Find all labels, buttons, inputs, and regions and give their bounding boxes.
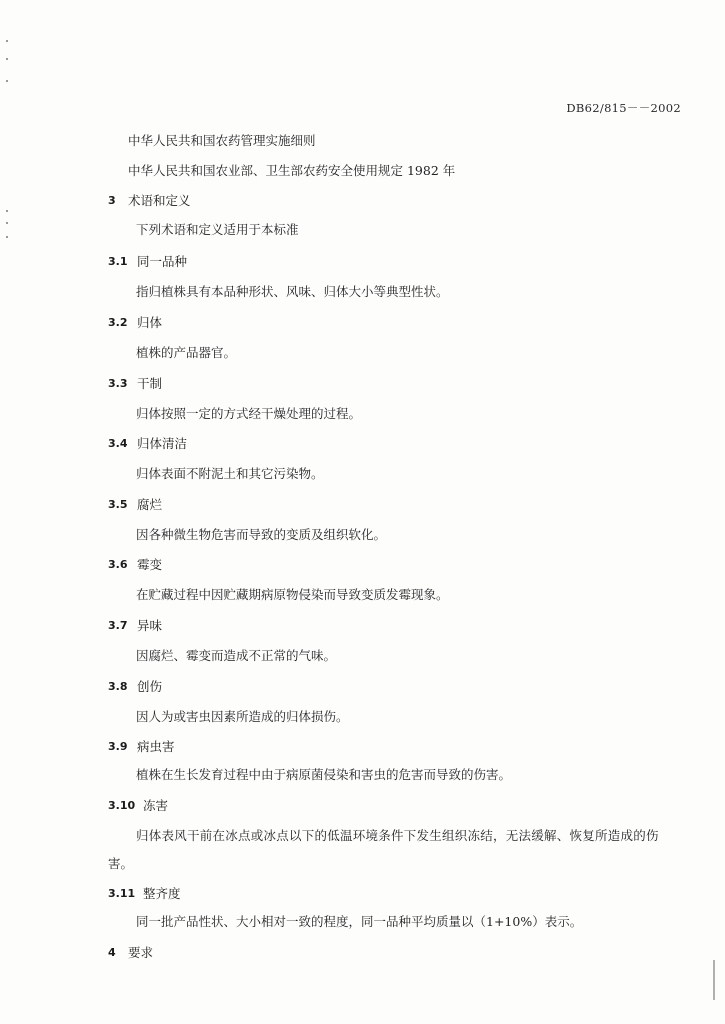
term-definition: 因腐烂、霉变而造成不正常的气味。	[136, 648, 337, 663]
term-definition: 植株在生长发育过程中由于病原菌侵染和害虫的危害而导致的伤害。	[136, 767, 512, 782]
reference-line: 中华人民共和国农药管理实施细则	[128, 133, 316, 148]
term-number: 3.1	[108, 255, 128, 268]
term-number: 3.7	[108, 619, 128, 632]
term-title: 创伤	[137, 679, 163, 694]
term-definition-continued: 害。	[108, 856, 134, 871]
term-number: 3.8	[108, 680, 128, 693]
term-title: 异味	[137, 618, 163, 633]
term-title: 同一品种	[137, 254, 188, 269]
term-definition: 指归植株具有本品种形状、风味、归体大小等典型性状。	[136, 284, 449, 299]
term-definition: 因人为或害虫因素所造成的归体损伤。	[136, 709, 349, 724]
term-definition: 归体表面不附泥土和其它污染物。	[136, 466, 324, 481]
term-title: 冻害	[143, 798, 169, 813]
term-title: 霉变	[137, 557, 163, 572]
reference-line: 中华人民共和国农业部、卫生部农药安全使用规定 1982 年	[128, 163, 456, 178]
section-number: 4	[108, 946, 116, 959]
section-intro: 下列术语和定义适用于本标准	[136, 222, 299, 237]
scan-artifact-right	[713, 960, 715, 1000]
term-number: 3.9	[108, 740, 128, 753]
standard-code: DB62/815－－2002	[566, 101, 681, 115]
term-title: 病虫害	[137, 739, 175, 754]
term-definition: 归体按照一定的方式经干燥处理的过程。	[136, 406, 362, 421]
term-title: 干制	[137, 376, 163, 391]
term-definition: 因各种微生物危害而导致的变质及组织软化。	[136, 527, 387, 542]
term-number: 3.2	[108, 316, 128, 329]
section-number: 3	[108, 194, 116, 207]
term-definition: 在贮藏过程中因贮藏期病原物侵染而导致变质发霉现象。	[136, 587, 449, 602]
term-definition: 归体表风干前在冰点或冰点以下的低温环境条件下发生组织冻结，无法缓解、恢复所造成的伤	[136, 828, 659, 843]
term-number: 3.4	[108, 437, 128, 450]
scan-artifact-left	[6, 40, 10, 260]
term-number: 3.11	[108, 887, 136, 900]
term-number: 3.3	[108, 377, 128, 390]
term-number: 3.10	[108, 799, 136, 812]
term-title: 归体	[137, 315, 163, 330]
term-number: 3.5	[108, 498, 128, 511]
section-title: 术语和定义	[128, 193, 191, 208]
term-title: 整齐度	[143, 886, 181, 901]
term-title: 腐烂	[137, 497, 163, 512]
section-title: 要求	[128, 945, 154, 960]
term-definition: 同一批产品性状、大小相对一致的程度，同一品种平均质量以（1+10%）表示。	[136, 914, 583, 929]
term-number: 3.6	[108, 558, 128, 571]
term-title: 归体清洁	[137, 436, 188, 451]
term-definition: 植株的产品器官。	[136, 345, 237, 360]
